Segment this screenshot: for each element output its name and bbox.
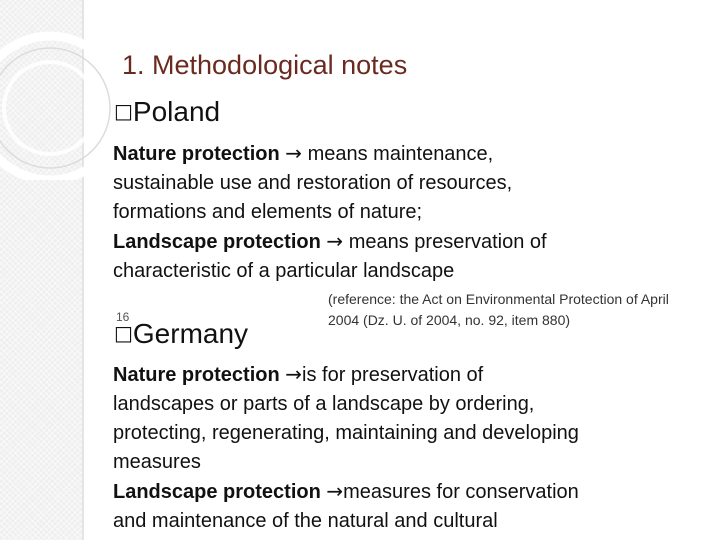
definition-text: formations and elements of nature; bbox=[113, 201, 423, 223]
definition-text: protecting, regenerating, maintaining and developing bbox=[113, 422, 579, 444]
definition-text: is for preservation of bbox=[302, 364, 484, 386]
definition-text: and maintenance of the natural and cultural bbox=[113, 510, 498, 532]
text-line bbox=[113, 390, 713, 419]
bullet-box-icon: □ bbox=[114, 99, 133, 123]
definition-text: means preservation of bbox=[343, 231, 547, 253]
text-line bbox=[113, 198, 713, 227]
text-line bbox=[113, 448, 713, 477]
text-line bbox=[113, 360, 713, 390]
slide-number: 16 bbox=[116, 310, 130, 324]
term-label: Nature protection bbox=[113, 143, 286, 165]
arrow-right-icon: → bbox=[285, 362, 303, 386]
section-heading-poland bbox=[114, 96, 220, 128]
heading-label: Poland bbox=[132, 96, 221, 127]
reference-note: (reference: the Act on Environmental Protection of April 2004 (Dz. U. of 2004, no. 92, item 880) bbox=[328, 291, 669, 328]
text-line bbox=[113, 419, 713, 448]
germany-definitions bbox=[113, 360, 713, 536]
text-line bbox=[113, 169, 713, 198]
term-label: Nature protection bbox=[113, 364, 286, 386]
text-line bbox=[113, 507, 713, 536]
term-label: Landscape protection bbox=[113, 481, 327, 503]
slide-title: 1. Methodological notes bbox=[122, 50, 408, 80]
text-line bbox=[113, 227, 713, 257]
definition-text: landscapes or parts of a landscape by ordering, bbox=[113, 393, 535, 415]
text-line bbox=[113, 477, 713, 507]
bullet-box-icon: □ bbox=[114, 321, 133, 345]
text-line bbox=[113, 139, 713, 169]
arrow-right-icon: → bbox=[326, 229, 344, 253]
term-label: Landscape protection bbox=[113, 231, 327, 253]
text-line bbox=[113, 257, 713, 286]
arrow-right-icon: → bbox=[326, 479, 344, 503]
definition-text: sustainable use and restoration of resources, bbox=[113, 172, 513, 194]
definition-text: means maintenance, bbox=[302, 143, 494, 165]
section-heading-germany bbox=[114, 318, 248, 350]
definition-text: measures for conservation bbox=[343, 481, 579, 503]
definition-text: measures bbox=[113, 451, 201, 473]
heading-label: Germany bbox=[132, 318, 249, 349]
poland-definitions bbox=[113, 139, 713, 286]
arrow-right-icon: → bbox=[285, 141, 303, 165]
definition-text: characteristic of a particular landscape bbox=[113, 260, 455, 282]
